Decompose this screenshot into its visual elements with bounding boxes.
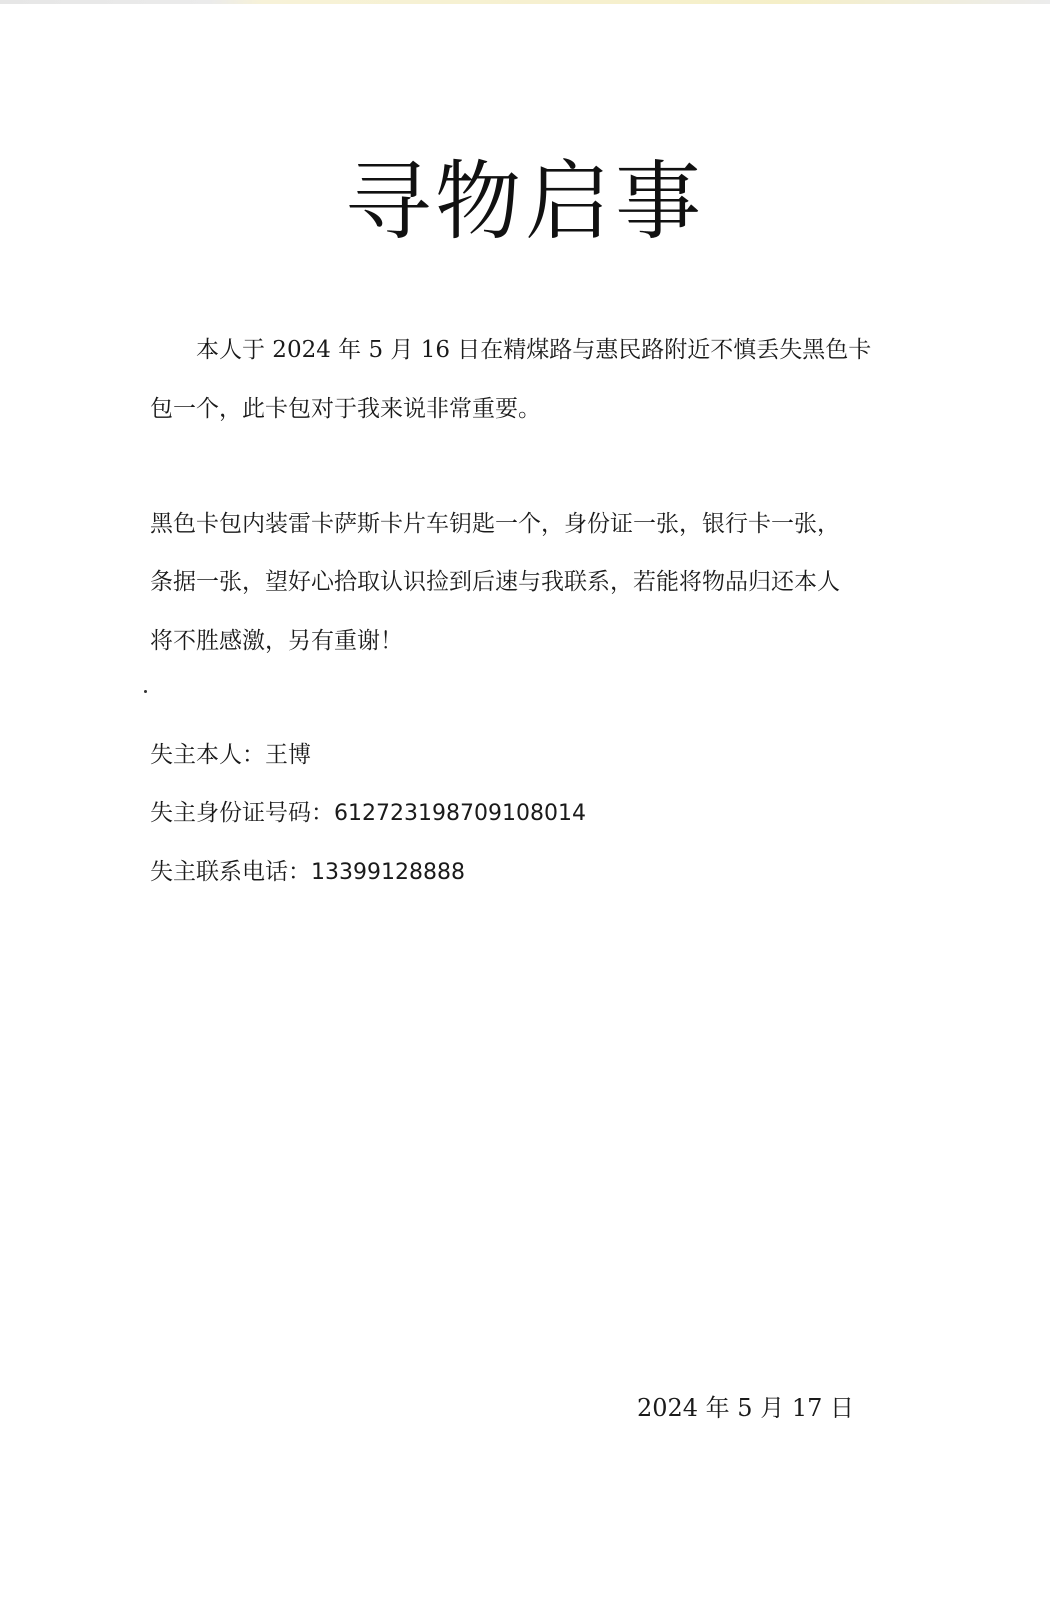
notice-title: 寻物启事 [345, 152, 705, 252]
owner-name-row [150, 740, 311, 770]
stray-dot [144, 690, 147, 693]
paragraph-2-line-2: 条据一张，望好心拾取认识捡到后速与我联系，若能将物品归还本人 [150, 569, 840, 595]
paragraph-1-line-2: 包一个，此卡包对于我来说非常重要。 [150, 396, 541, 422]
owner-id-row [150, 798, 586, 829]
owner-phone: 13399128888 [311, 860, 465, 885]
owner-name-label: 失主本人： [150, 742, 265, 768]
notice-date: 2024 年 5 月 17 日 [636, 1394, 854, 1422]
owner-phone-row [150, 857, 465, 888]
owner-id-number: 612723198709108014 [334, 801, 586, 826]
owner-phone-label: 失主联系电话： [150, 859, 311, 885]
owner-name: 王博 [265, 742, 311, 768]
paragraph-2-line-3: 将不胜感激，另有重谢！ [150, 628, 403, 654]
paragraph-2-line-1: 黑色卡包内装雷卡萨斯卡片车钥匙一个，身份证一张，银行卡一张， [150, 511, 840, 537]
scan-edge [0, 0, 1050, 4]
paragraph-1-line-1: 本人于 2024 年 5 月 16 日在精煤路与惠民路附近不慎丢失黑色卡 [196, 337, 872, 363]
owner-id-label: 失主身份证号码： [150, 800, 334, 826]
